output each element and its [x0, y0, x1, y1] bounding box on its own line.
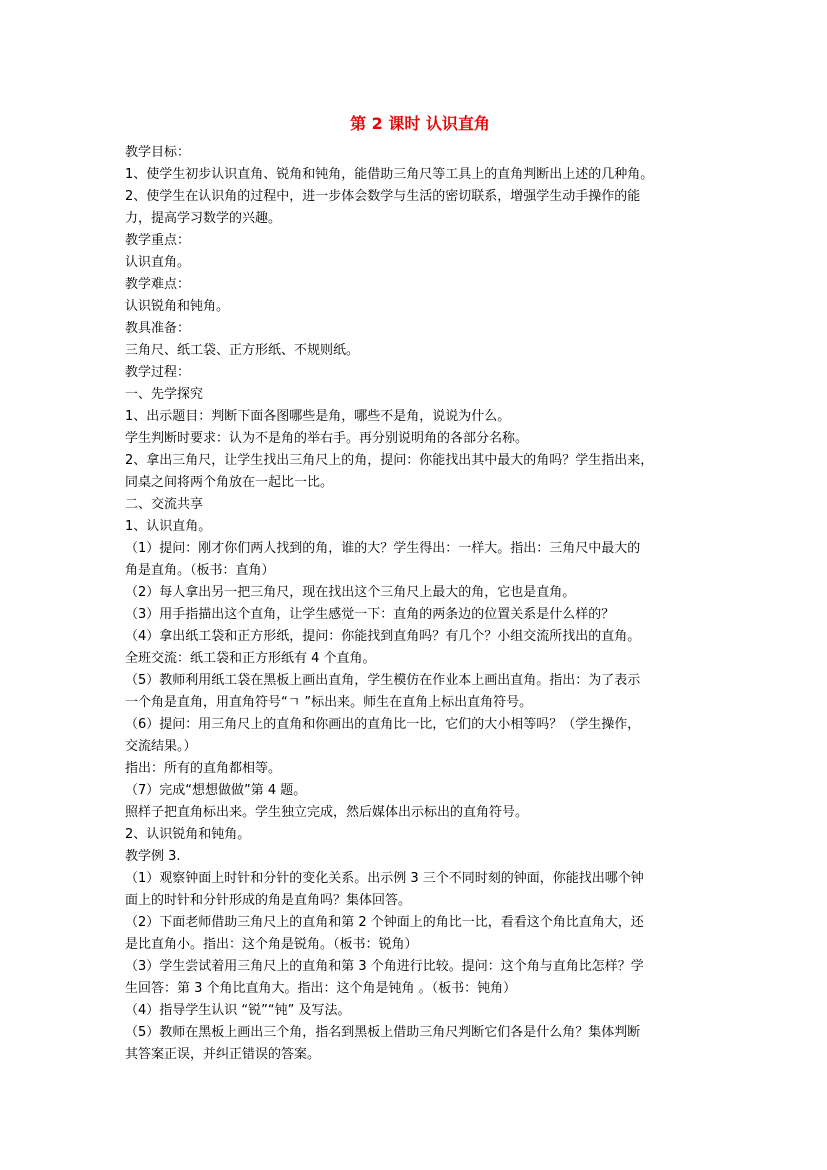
text-line: 指出：所有的直角都相等。	[125, 761, 282, 776]
text-line: （3）用手指描出这个直角，让学生感觉一下：直角的两条边的位置关系是什么样的？	[125, 607, 615, 622]
text-line: （1）观察钟面上时针和分针的变化关系。出示例 3 三个不同时刻的钟面，你能找出哪个钟	[125, 871, 644, 886]
text-line: （3）学生尝试着用三角尺上的直角和第 3 个角进行比较。提问：这个角与直角比怎样？学	[125, 959, 644, 974]
text-line: 一、先学探究	[125, 387, 204, 402]
text-line: 教学例 3.	[125, 849, 181, 864]
text-line: 一个角是直角，用直角符号“ㄱ ”标出来。师生在直角上标出直角符号。	[125, 695, 533, 710]
text-line: 教学过程：	[125, 365, 191, 380]
text-line: 力，提高学习数学的兴趣。	[125, 211, 282, 226]
text-line: （2）下面老师借助三角尺上的直角和第 2 个钟面上的角比一比，看看这个角比直角大，还	[125, 915, 644, 930]
text-line: （4）指导学生认识 “锐”“钝” 及写法。	[125, 1003, 351, 1018]
document-title: 第 2 课时 认识直角	[350, 114, 490, 133]
text-line: 1、使学生初步认识直角、锐角和钝角，能借助三角尺等工具上的直角判断出上述的几种角。	[125, 167, 654, 182]
text-line: （5）教师在黑板上画出三个角，指名到黑板上借助三角尺判断它们各是什么角？集体判断	[125, 1025, 641, 1040]
text-line: 学生判断时要求：认为不是角的举右手。再分别说明角的各部分名称。	[125, 431, 529, 446]
text-line: （4）拿出纸工袋和正方形纸，提问：你能找到直角吗？有几个？小组交流所找出的直角。	[125, 629, 641, 644]
text-line: （6）提问：用三角尺上的直角和你画出的直角比一比，它们的大小相等吗？（学生操作，	[125, 717, 641, 732]
text-line: 1、认识直角。	[125, 519, 212, 534]
text-line: 交流结果。）	[125, 739, 197, 754]
text-line: 角是直角。（板书：直角）	[125, 563, 275, 578]
text-line: 教学难点：	[125, 277, 191, 292]
text-line: 教学重点：	[125, 233, 191, 248]
text-line: 全班交流：纸工袋和正方形纸有 4 个直角。	[125, 651, 376, 666]
text-line: （2）每人拿出另一把三角尺，现在找出这个三角尺上最大的角，它也是直角。	[125, 585, 576, 600]
text-line: （5）教师利用纸工袋在黑板上画出直角，学生模仿在作业本上画出直角。指出：为了表示	[125, 673, 641, 688]
text-line: 生回答：第 3 个角比直角大。指出：这个角是钝角 。（板书：钝角）	[125, 981, 517, 996]
text-line: （1）提问：刚才你们两人找到的角，谁的大？学生得出：一样大。指出：三角尺中最大的	[125, 541, 641, 556]
text-line: 照样子把直角标出来。学生独立完成，然后媒体出示标出的直角符号。	[125, 805, 529, 820]
text-line: 同桌之间将两个角放在一起比一比。	[125, 475, 334, 490]
document-body	[125, 142, 715, 1066]
text-line: 面上的时针和分针形成的角是直角吗？集体回答。	[125, 893, 412, 908]
text-line: 教具准备：	[125, 321, 191, 336]
document-page	[125, 110, 715, 1066]
text-line: （7）完成“想想做做”第 4 题。	[125, 783, 307, 798]
text-line: 是比直角小。指出：这个角是锐角。（板书：锐角）	[125, 937, 418, 952]
text-line: 2、使学生在认识角的过程中，进一步体会数学与生活的密切联系，增强学生动手操作的能	[125, 189, 641, 204]
text-line: 2、拿出三角尺，让学生找出三角尺上的角，提问：你能找出其中最大的角吗？学生指出来，	[125, 453, 654, 468]
text-line: 1、出示题目：判断下面各图哪些是角，哪些不是角，说说为什么。	[125, 409, 511, 424]
text-line: 教学目标：	[125, 145, 191, 160]
text-line: 2、认识锐角和钝角。	[125, 827, 251, 842]
text-line: 认识直角。	[125, 255, 191, 270]
text-line: 三角尺、纸工袋、正方形纸、不规则纸。	[125, 343, 360, 358]
text-line: 认识锐角和钝角。	[125, 299, 230, 314]
text-line: 二、交流共享	[125, 497, 204, 512]
text-line: 其答案正误，并纠正错误的答案。	[125, 1047, 321, 1062]
